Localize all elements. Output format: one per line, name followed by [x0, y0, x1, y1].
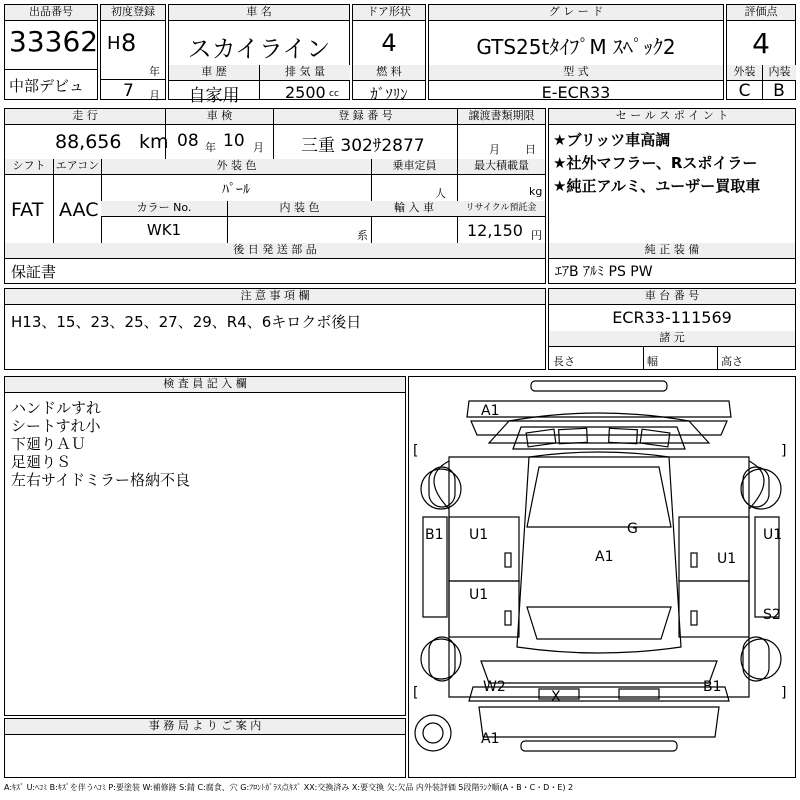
month-num: 7: [123, 81, 134, 101]
grade-box: [428, 4, 724, 100]
recycle-value: 12,150: [467, 221, 523, 240]
regno-value: 三重 302ｻ2877: [301, 136, 425, 156]
year-unit: 年: [149, 65, 160, 78]
mark-roof-a1: A1: [595, 549, 614, 565]
lot-number: 33362: [9, 25, 99, 58]
exterior-value: C: [738, 81, 751, 101]
mileage-value: 88,656: [55, 131, 122, 153]
mark-left-front-door-u1: U1: [469, 527, 489, 543]
displacement-unit: cc: [329, 89, 339, 99]
grade-value: GTS25tﾀｲﾌﾟM ｽﾍﾟｯｸ2: [476, 35, 676, 59]
mark-rear-right-b1: B1: [703, 679, 722, 695]
recycle-label: リサイクル預託金: [457, 201, 545, 217]
regno-label: 登 録 番 号: [273, 109, 457, 125]
inspection-month: 10: [223, 131, 245, 151]
displacement-value: 2500: [285, 83, 326, 102]
score-value: 4: [752, 27, 770, 60]
fuel-label: 燃 料: [353, 65, 425, 81]
inspector-label: 検 査 員 記 入 欄: [5, 377, 405, 393]
mileage-unit: km: [139, 131, 169, 153]
info-grid: [4, 108, 546, 284]
mark-rear-x: X: [551, 689, 561, 705]
width-label: 幅: [647, 355, 658, 368]
inspector-line-1: ハンドルすれ: [11, 399, 102, 417]
notes-value: H13、15、23、25、27、29、R4、6キロクボ後日: [11, 313, 362, 331]
score-box: [726, 4, 796, 100]
lot-box: [4, 4, 98, 100]
import-label: 輸 入 車: [371, 201, 457, 217]
carname-box: [168, 4, 350, 106]
exterior-label: 外装: [727, 65, 762, 81]
notes-box: [4, 288, 546, 370]
mark-hood-g: G: [627, 521, 638, 537]
mark-top-a1: A1: [481, 403, 500, 419]
model-value: E-ECR33: [541, 83, 611, 102]
inspector-line-5: 左右サイドミラー格納不良: [11, 471, 190, 489]
inspector-line-2: シートすれ小: [11, 417, 101, 435]
mark-right-rear-s2: S2: [763, 607, 781, 623]
car-diagram-box: [408, 376, 796, 778]
sales-label: セ ー ル ス ポ イ ン ト: [549, 109, 795, 125]
inspection-year: 08: [177, 131, 199, 151]
later-value: 保証書: [11, 263, 57, 281]
aircon-label: エアコン: [53, 159, 101, 175]
color-value: ﾊﾟｰﾙ: [222, 182, 250, 198]
transfer-day-unit: 日: [525, 143, 536, 156]
interior-value: B: [773, 81, 785, 101]
first-reg-label: 初度登録: [101, 5, 165, 21]
mark-bottom-a1: A1: [481, 731, 500, 747]
inspection-label: 車 検: [165, 109, 273, 125]
lot-label: 出品番号: [5, 5, 97, 21]
load-unit: kg: [529, 185, 543, 198]
chassis-label: 車 台 番 号: [549, 289, 795, 305]
recycle-unit: 円: [531, 229, 542, 242]
year-num: 8: [121, 29, 137, 57]
office-box: [4, 718, 406, 778]
history-label: 車 歴: [169, 65, 259, 81]
inspector-box: [4, 376, 406, 716]
aircon-value: AAC: [59, 199, 99, 221]
sales-point-3: ★純正アルミ、ユーザー買取車: [553, 177, 761, 195]
door-box: [352, 4, 426, 103]
office-label: 事 務 局 よ り ご 案 内: [5, 719, 405, 735]
mark-right-fender-u1: U1: [763, 527, 783, 543]
intcolor-unit: 系: [357, 229, 368, 242]
interior-label: 内装: [762, 65, 796, 81]
sales-point-2: ★社外マフラー、Rスポイラー: [553, 154, 758, 172]
intcolor-label: 内 装 色: [227, 201, 371, 217]
bracket-left-1: [: [413, 443, 419, 459]
inspection-month-unit: 月: [253, 141, 264, 154]
colorno-value: WK1: [146, 221, 182, 239]
sales-box: [548, 108, 796, 284]
mark-left-fender-b1: B1: [425, 527, 444, 543]
color-label: 外 装 色: [101, 159, 371, 175]
debut-note: 中部デビュ: [9, 77, 85, 95]
mark-left-rear-door-u1: U1: [469, 587, 489, 603]
inspector-line-4: 足廻りＳ: [11, 453, 72, 471]
chassis-box: [548, 288, 796, 370]
inspection-year-unit: 年: [205, 141, 216, 154]
mark-rear-left-w2: W2: [483, 679, 506, 695]
inspector-line-3: 下廻りＡＵ: [11, 435, 87, 453]
car-diagram: [409, 377, 795, 777]
later-label: 後 日 発 送 部 品: [5, 243, 545, 259]
fuel-value: ｶﾞｿﾘﾝ: [370, 85, 408, 103]
displacement-label: 排 気 量: [259, 65, 350, 81]
notes-label: 注 意 事 項 欄: [5, 289, 545, 305]
capacity-label: 乗車定員: [371, 159, 457, 175]
era: H: [107, 33, 121, 54]
equip-value: ｴｱB ｱﾙﾐ PS PW: [555, 264, 653, 280]
first-reg-box: [100, 4, 166, 100]
length-label: 長さ: [553, 355, 575, 368]
model-label: 型 式: [429, 65, 723, 81]
colorno-label: カラー No.: [101, 201, 227, 217]
spec-label: 諸 元: [549, 331, 795, 347]
bracket-right-2: ]: [781, 685, 787, 701]
name-label: 車 名: [169, 5, 349, 21]
shift-label: シフト: [5, 159, 53, 175]
bracket-right-1: ]: [781, 443, 787, 459]
car-name: スカイライン: [187, 35, 331, 63]
grade-label: グ レ ー ド: [429, 5, 723, 21]
history-value: 自家用: [188, 86, 240, 106]
legend: A:ｷｽﾞ U:ﾍｺﾐ B:ｷｽﾞを伴うﾍｺﾐ P:要塗装 W:補修跡 S:錆 C:腐食、穴 G:ﾌﾛﾝﾄｶﾞﾗｽ点ｷｽﾞ XX:交換済み X:要交換 欠:欠品 内外装評価 5段階ﾗﾝｸ順(A・B・C・D・E) 2: [4, 783, 574, 792]
height-label: 高さ: [721, 355, 743, 368]
score-label: 評価点: [727, 5, 795, 21]
mark-right-door-u1: U1: [717, 551, 737, 567]
capacity-unit: 人: [435, 187, 446, 200]
mileage-label: 走 行: [5, 109, 165, 125]
transfer-label: 譲渡書類期限: [457, 109, 545, 125]
door-label: ドア形状: [353, 5, 425, 21]
month-unit: 月: [149, 89, 160, 102]
chassis-value: ECR33-111569: [612, 308, 732, 327]
bracket-left-2: [: [413, 685, 419, 701]
sales-point-1: ★ブリッツ車高調: [553, 131, 671, 149]
equip-label: 純 正 装 備: [549, 243, 795, 259]
transfer-month-unit: 月: [489, 143, 500, 156]
load-label: 最大積載量: [457, 159, 545, 175]
shift-value: FAT: [11, 199, 44, 221]
door-value: 4: [381, 29, 397, 57]
